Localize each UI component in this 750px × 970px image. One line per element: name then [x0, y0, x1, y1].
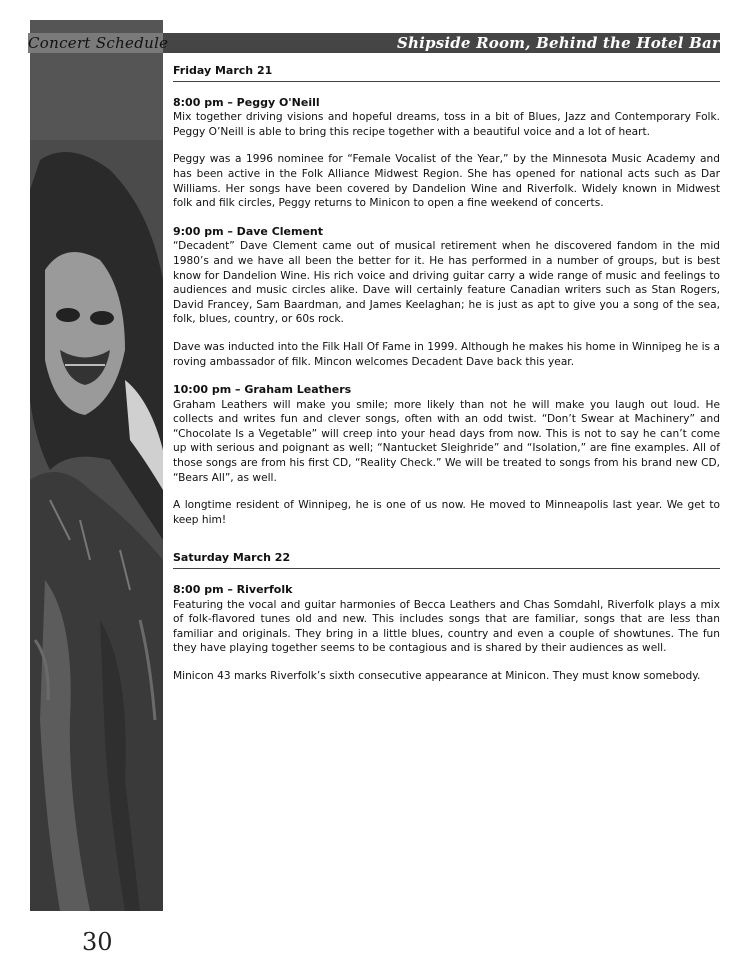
act-paragraph: Featuring the vocal and guitar harmonies of Becca Leathers and Chas Somdahl, Riverfolk plays a mix of folk-flavored tunes old and new. This includes songs that are familiar, songs that are less than familiar and originals. They bring in a little blues, country and even a couple of showtunes. The fun they have playing together seems to be contagious and is shared by their audiences as well.: [173, 598, 720, 655]
day-saturday: [173, 551, 720, 683]
hooded-figure-artwork: [30, 20, 163, 911]
act-title: 10:00 pm – Graham Leathers: [173, 383, 352, 397]
day-heading: Saturday March 22: [173, 551, 720, 569]
act-graham-leathers: [173, 383, 720, 527]
section-label: Concert Schedule: [28, 34, 169, 52]
day-heading: Friday March 21: [173, 64, 720, 82]
hooded-figure-illustration: [30, 20, 163, 911]
act-paragraph: Peggy was a 1996 nominee for “Female Vocalist of the Year,” by the Minnesota Music Academy and has been active in the Folk Alliance Midwest Region. She has opened for national acts such as Dar Williams. Her songs have been covered by Dandelion Wine and Riverfolk. Widely known in Midwest folk and filk circles, Peggy returns to Minicon to open a fine weekend of concerts.: [173, 153, 720, 210]
act-title: 8:00 pm – Riverfolk: [173, 583, 293, 597]
day-friday: [173, 64, 720, 527]
venue-title: Shipside Room, Behind the Hotel Bar: [396, 34, 720, 52]
act-peggy-oneill: [173, 96, 720, 211]
act-riverfolk: [173, 583, 720, 684]
concert-schedule-content: [173, 64, 720, 708]
act-paragraph: Graham Leathers will make you smile; more likely than not he will make you laugh out loud. He collects and writes fun and clever songs, often with an odd twist. “Don’t Swear at Machinery” and “Chocolate Is a Vegetable” will creep into your head days from now. This is not to say he can’t come up with serious and poignant as well; “Nantucket Sleighride” and “Isolation,” are fine examples. All of those songs are from his first CD, “Reality Check.” We will be treated to songs from his brand new CD, “Bears All”, as well.: [173, 398, 720, 484]
page-number: 30: [82, 928, 113, 956]
act-paragraph: A longtime resident of Winnipeg, he is one of us now. He moved to Minneapolis last year. We get to keep him!: [173, 499, 720, 526]
act-title: 9:00 pm – Dave Clement: [173, 224, 324, 238]
act-title: 8:00 pm – Peggy O'Neill: [173, 95, 320, 109]
act-dave-clement: [173, 225, 720, 369]
act-paragraph: Minicon 43 marks Riverfolk’s sixth consecutive appearance at Minicon. They must know somebody.: [173, 670, 701, 682]
act-paragraph: “Decadent” Dave Clement came out of musical retirement when he discovered fandom in the mid 1980’s and we have all been the better for it. He has performed in a number of groups, but is best know for Dandelion Wine. His rich voice and driving guitar carry a wide range of music and feelings to audiences and music circles alike. Dave will certainly feature Canadian writers such as Stan Rogers, David Francey, Sam Baardman, and James Keelaghan; he is just as apt to give you a song of the sea, folk, blues, country, or 60s rock.: [173, 240, 720, 326]
act-paragraph: Dave was inducted into the Filk Hall Of Fame in 1999. Although he makes his home in Winnipeg he is a roving ambassador of filk. Mincon welcomes Decadent Dave back this year.: [173, 340, 720, 368]
act-paragraph: Mix together driving visions and hopeful dreams, toss in a bit of Blues, Jazz and Contemporary Folk. Peggy O’Neill is able to bring this recipe together with a beautiful voice and a lot of heart.: [173, 111, 720, 138]
